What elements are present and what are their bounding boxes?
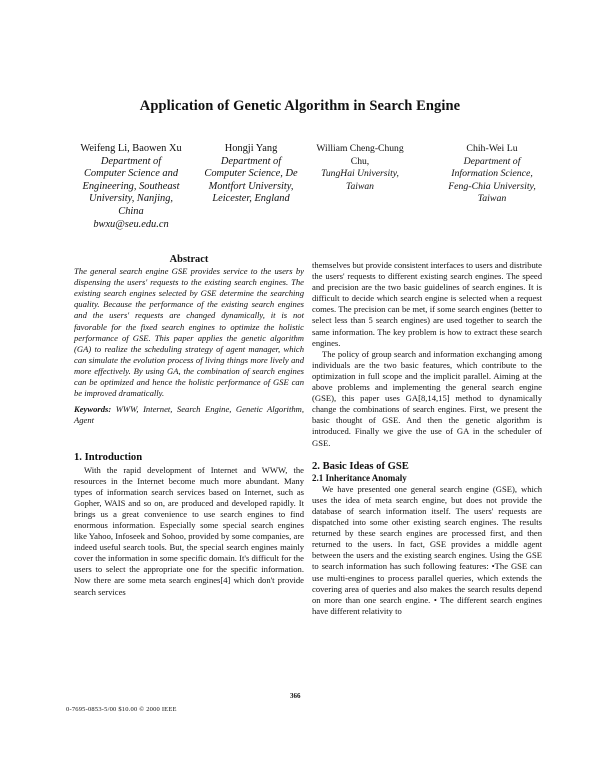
author-affiliation-line: Department of — [100, 155, 162, 167]
author-affiliation-line: Feng-Chia University, — [448, 180, 536, 192]
author-affiliation-line: Information Science, — [451, 168, 533, 180]
author-email: bwxu@seu.edu.cn — [93, 218, 169, 230]
section-heading-introduction: 1. Introduction — [74, 452, 143, 464]
author-block-3 — [300, 143, 420, 193]
author-name: Weifeng Li, Baowen Xu — [80, 143, 182, 154]
author-affiliation-line: Taiwan — [477, 193, 507, 205]
author-name: Chu, — [350, 155, 370, 167]
author-affiliation-line: TungHai University, — [321, 168, 399, 180]
author-name: William Cheng-Chung — [316, 143, 404, 154]
right-column — [312, 260, 542, 617]
copyright-footer: 0-7695-0853-5/00 $10.00 © 2000 IEEE — [66, 706, 177, 713]
author-affiliation-line: Montfort University, — [208, 180, 294, 192]
keywords-line — [74, 404, 304, 426]
author-block-4 — [422, 143, 562, 206]
author-name: Chih-Wei Lu — [466, 143, 518, 154]
author-affiliation-line: Engineering, Southeast — [82, 180, 180, 192]
page-number: 366 — [290, 692, 301, 700]
keywords-label: Keywords: — [74, 404, 112, 415]
body-paragraph: The policy of group search and information exchanging among individuals are the two basic features, which contribute to the optimization in full scope and the implicit parallel. Aiming at the above problems and implementing the general search engine (GSE), this paper uses GA[8,14,15] method to dynamically change the combinations of search engines. First, we present the basic thought of GSE. And then the genetic algorithm is introduced. Finally we give the use of GA in the scheduler of GSE. — [312, 348, 542, 448]
paper-title: Application of Genetic Algorithm in Search Engine — [139, 98, 461, 114]
author-affiliation-line: Department of — [220, 155, 282, 167]
body-paragraph: We have presented one general search engine (GSE), which uses the idea of meta search engine, but does not provide the database of search information itself. The users' requests are dispatched into some other existing search engines. The results returned by these search engines are processed first, and then returned to the users. In fact, GSE provides a middle agent between the users and the existing search engines. Using the GSE to search information has such following features: •The GSE can use multi-engines to process parallel queries, which extends the covering area of queries and also makes the search results depend on more than one search engine. • The different search engines have different relativity to — [312, 483, 542, 616]
abstract-heading: Abstract — [169, 254, 209, 265]
author-affiliation-line: University, Nanjing, — [89, 193, 173, 205]
author-affiliation-line: Department of — [463, 155, 521, 167]
body-paragraph: With the rapid development of Internet and WWW, the resources in the Internet become much more abundant. Many types of information search services based on Internet, such as Gopher, WAIS and so on, are produced and developed rapidly. It brings us a great convenience to use search engines to find enormous information. Especially some special search engines like Yahoo, Infoseek and Sohoo, provided by some companies, are indeed useful search tools. But, the special search engines mainly cover the information in some specific domain. It's difficult for the users to select the appropriate one for the specific information. Now there are some meta search engines[4] which don't provide search services — [74, 464, 304, 597]
author-affiliation-line: Leicester, England — [212, 193, 290, 205]
section-heading-basic-ideas: 2. Basic Ideas of GSE — [312, 460, 409, 472]
author-name: Hongji Yang — [224, 143, 278, 154]
keywords-text: WWW, Internet, Search Engine, Genetic Algorithm, Agent — [74, 404, 304, 426]
author-block-2 — [186, 143, 316, 206]
abstract-section — [74, 254, 304, 426]
body-paragraph: themselves but provide consistent interfaces to users and distribute the users' requests to different existing search engines. The speed and precision are the two basic guidelines of search engines. It is difficult to decide which search engine is selected when a request comes. The precision can be met, if some search engines (better to select less than 5 search engines) are used together to search the same information. The key problem is how to extract these search engines. — [312, 260, 542, 348]
author-affiliation-line: Computer Science and — [83, 168, 179, 180]
author-affiliation-line: Computer Science, De — [204, 168, 298, 180]
left-column — [74, 254, 304, 598]
author-affiliation-line: Taiwan — [346, 180, 374, 192]
subsection-heading: 2.1 Inheritance Anomaly — [312, 472, 407, 483]
abstract-text: The general search engine GSE provides service to the users by dispensing the users' requests to the existing search engines. The existing search engines selected by GSE determine the searching quality. Because the performance of the existing search engines and the users' requests are changed dynamically, it is not favorable for the fixed search engines to optimize the holistic performance of GSE. This paper applies the genetic algorithm (GA) to realize the scheduling strategy of agent manager, which can simulate the evolution process of living things more lively and more effectively. By using GA, the combination of search engines can be optimized and hence the holistic performance of GSE can be improved dramatically. — [74, 266, 304, 399]
author-affiliation-line: China — [118, 205, 144, 217]
author-block-1 — [56, 143, 206, 231]
